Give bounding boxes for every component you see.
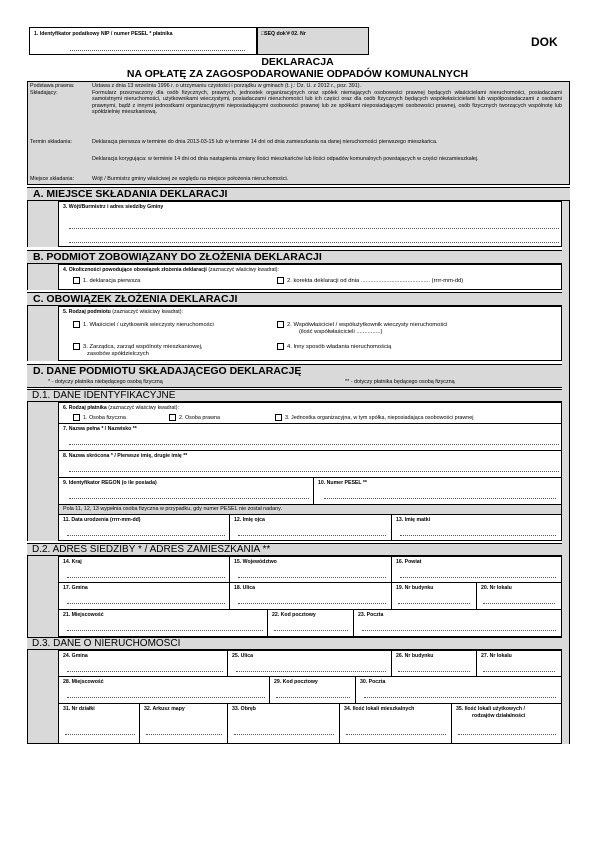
option-deklaracja-pierwsza[interactable]: 1. deklaracja pierwsza <box>73 277 140 284</box>
field-25-box[interactable] <box>228 650 392 677</box>
field-31-label: 31. Nr działki <box>63 706 95 712</box>
option-jednostka[interactable]: 3. Jednostka organizacyjna, w tym spółka, nieposiadająca osobowości prawnej <box>275 414 473 421</box>
field-5-box <box>58 306 562 361</box>
field-16-box[interactable] <box>392 556 562 583</box>
option-osoba-fizyczna[interactable]: 1. Osoba fizyczna <box>73 414 126 421</box>
field-19-label: 19. Nr budynku <box>396 585 434 591</box>
section-b-header: B. PODMIOT ZOBOWIĄZANY DO ZŁOŻENIA DEKLARACJI <box>27 250 570 264</box>
frame-left-b <box>27 264 58 290</box>
field-11-dots <box>67 535 225 536</box>
field-9-label: 9. Identyfikator REGON (o ile posiada) <box>63 480 157 486</box>
field-21-label: 21. Miejscowość <box>63 612 104 618</box>
frame-left-d3 <box>27 650 58 744</box>
field-23-label: 23. Poczta <box>358 612 384 618</box>
field-11-label: 11. Data urodzenia (rrrr-mm-dd) <box>63 517 141 523</box>
skladajacy-text: Formularz przeznaczony dla osób fizycznych, prawnych, jednostek organizacyjnych oraz spółek niemających osobowości prawnej będących właścicielami nieruchomości, posiadaczami samoistnymi nieruchomości, użytkownikami wieczystymi, posiadaczami nieruchomości lub ich części oraz dla osób fizycznych będących współwłaścicielami lub współposiadaczami z osobami prawnymi, bądź z innymi jednostkami organizacyjnymi nieposiadającymi osobowości prawnej lub ze spółkami nieposiadającymi osobowości prawnej, osób fizycznych tworzących wspólnotę lub spółdzielnię mieszkaniową. <box>92 90 562 116</box>
field-28-box[interactable] <box>58 677 270 704</box>
field-19-dots <box>398 603 470 604</box>
field-14-box[interactable] <box>58 556 230 583</box>
field-26-label: 26. Nr budynku <box>396 653 434 659</box>
title-line1: DEKLARACJA <box>261 56 334 68</box>
note-physical: ** - dotyczy płatnika będącego osobą fizyczną <box>345 379 455 385</box>
field-23-dots <box>362 630 556 631</box>
field-5-label: 5. Rodzaj podmiotu (zaznaczyć właściwy kwadrat): <box>63 309 183 315</box>
option-korekta[interactable]: 2. korekta deklaracji od dnia ........................................... (rrrr-mm-dd) <box>277 277 463 284</box>
section-c-header: C. OBOWIĄZEK ZŁOŻENIA DEKLARACJI <box>27 292 570 306</box>
field-29-dots <box>276 697 350 698</box>
field-15-box[interactable] <box>230 556 392 583</box>
field-14-dots <box>67 577 225 578</box>
section-d-header: D. DANE PODMIOTU SKŁADAJĄCEGO DEKLARACJĘ <box>27 364 570 388</box>
field-34-box[interactable] <box>340 704 452 744</box>
frame-left-c <box>27 306 58 361</box>
doc-code: DOK <box>531 35 558 49</box>
field-12-label: 12. Imię ojca <box>234 517 265 523</box>
seq-label: □SEQ dok'# 02. Nr <box>261 31 306 37</box>
field-18-box[interactable] <box>230 583 392 610</box>
title-line2: NA OPŁATĘ ZA ZAGOSPODAROWANIE ODPADÓW KOMUNALNYCH <box>126 68 469 80</box>
field-27-label: 27. Nr lokalu <box>481 653 512 659</box>
field-30-box[interactable] <box>356 677 562 704</box>
field-35-dots <box>458 734 556 735</box>
option-wlasciciel[interactable]: 1. Właściciel / użytkownik wieczysty nieruchomości <box>73 321 214 328</box>
field-16-label: 16. Powiat <box>396 559 422 565</box>
frame-left-d2 <box>27 556 58 637</box>
field-31-box[interactable] <box>58 704 140 744</box>
checkbox-icon[interactable] <box>73 321 80 328</box>
field-7-box[interactable] <box>58 424 562 451</box>
pesel-note-bar <box>58 505 562 514</box>
field-26-box[interactable] <box>392 650 477 677</box>
field-29-box[interactable] <box>270 677 356 704</box>
field-21-dots <box>67 630 263 631</box>
field-24-dots <box>67 671 223 672</box>
field-15-dots <box>238 577 386 578</box>
checkbox-icon[interactable] <box>277 321 284 328</box>
field-22-dots <box>274 630 348 631</box>
field-3-dots-2 <box>69 242 559 243</box>
field-23-box[interactable] <box>354 610 562 637</box>
checkbox-icon[interactable] <box>275 414 282 421</box>
nip-field[interactable] <box>29 27 257 55</box>
field-13-label: 13. Imię matki <box>396 517 431 523</box>
field-32-box[interactable] <box>140 704 228 744</box>
field-25-dots <box>236 671 386 672</box>
field-32-label: 32. Arkusz mapy <box>144 706 185 712</box>
field-6-label: 6. Rodzaj płatnika (zaznaczyć właściwy kwadrat): <box>63 405 179 411</box>
miejsce-key: Miejsce składania: <box>30 176 75 182</box>
field-6-box <box>58 402 562 424</box>
field-24-label: 24. Gmina <box>63 653 88 659</box>
field-17-dots <box>67 603 225 604</box>
field-30-label: 30. Poczta <box>360 679 386 685</box>
field-18-dots <box>238 603 386 604</box>
field-29-label: 29. Kod pocztowy <box>274 679 318 685</box>
nip-label: 1. Identyfikator podatkowy NIP / numer PESEL * płatnika <box>34 31 173 37</box>
frame-right <box>562 201 570 744</box>
option-zarzadca[interactable]: 3. Zarządca, zarząd wspólnoty mieszkaniowej, <box>73 343 203 350</box>
field-17-box[interactable] <box>58 583 230 610</box>
field-12-box[interactable] <box>230 514 392 541</box>
field-28-dots <box>67 697 265 698</box>
frame-left-a <box>27 201 58 247</box>
field-14-label: 14. Kraj <box>63 559 82 565</box>
checkbox-icon[interactable] <box>277 277 284 284</box>
pesel-note: Pola 11, 12, 13 wypełnia osoba fizyczna w przypadku, gdy numer PESEL nie został nadany. <box>63 506 282 512</box>
checkbox-icon[interactable] <box>277 343 284 350</box>
section-a-header: A. MIEJSCE SKŁADANIA DEKLARACJI <box>27 187 570 201</box>
field-34-label: 34. Ilość lokali mieszkalnych <box>344 706 415 712</box>
option-zarzadca-line2: zasobów spółdzielczych <box>87 351 149 357</box>
field-3-label: 3. Wójt/Burmistrz i adres siedziby Gminy <box>63 204 164 210</box>
field-21-box[interactable] <box>58 610 268 637</box>
field-15-label: 15. Województwo <box>234 559 277 565</box>
field-7-dots <box>69 444 559 445</box>
field-3-dots-1 <box>69 228 559 229</box>
field-16-dots <box>400 577 556 578</box>
field-8-dots <box>69 471 559 472</box>
field-28-label: 28. Miejscowość <box>63 679 104 685</box>
field-33-box[interactable] <box>228 704 340 744</box>
field-24-box[interactable] <box>58 650 228 677</box>
checkbox-icon[interactable] <box>73 343 80 350</box>
checkbox-icon[interactable] <box>169 414 176 421</box>
termin-key: Termin składania: <box>30 139 72 145</box>
field-22-label: 22. Kod pocztowy <box>272 612 316 618</box>
field-8-label: 8. Nazwa skrócona * / Pierwsze imię, drugie imię ** <box>63 453 188 459</box>
checkbox-icon[interactable] <box>73 414 80 421</box>
section-d2-header: D.2. ADRES SIEDZIBY * / ADRES ZAMIESZKANIA ** <box>27 543 570 556</box>
field-4-label: 4. Okoliczności powodujące obowiązek złożenia deklaracji (zaznaczyć właściwy kwadrat): <box>63 267 279 273</box>
termin-text2: Deklaracja korygująca: w terminie 14 dni od dnia nastąpienia zmiany ilości mieszkańców lub ilości odpadów komunalnych powstających w części niezamieszkałej. <box>92 156 479 162</box>
option-inny[interactable]: 4. Inny sposób władania nieruchomością <box>277 343 391 350</box>
field-7-label: 7. Nazwa pełna * / Nazwisko ** <box>63 426 137 432</box>
option-wspolwlasciciel[interactable]: 2. Współwłaściciel / współużytkownik wieczysty nieruchomości <box>277 321 447 328</box>
checkbox-icon[interactable] <box>73 277 80 284</box>
option-osoba-prawna[interactable]: 2. Osoba prawna <box>169 414 220 421</box>
option-wspolwlasciciel-count: (ilość współwłaścicieli ...............) <box>299 329 383 335</box>
skladajacy-key: Składający: <box>30 90 58 96</box>
field-17-label: 17. Gmina <box>63 585 88 591</box>
field-20-label: 20. Nr lokalu <box>481 585 512 591</box>
section-d1-header: D.1. DANE IDENTYFIKACYJNE <box>27 389 570 402</box>
field-18-label: 18. Ulica <box>234 585 256 591</box>
field-33-dots <box>234 734 334 735</box>
field-12-dots <box>238 535 386 536</box>
field-13-dots <box>400 535 556 536</box>
field-35-box[interactable] <box>452 704 562 744</box>
field-22-box[interactable] <box>268 610 354 637</box>
field-9-box[interactable] <box>58 478 314 505</box>
field-30-dots <box>364 697 556 698</box>
field-33-label: 33. Obręb <box>232 706 256 712</box>
field-8-box[interactable] <box>58 451 562 478</box>
field-10-dots <box>324 498 556 499</box>
seq-field <box>257 27 369 55</box>
field-11-box[interactable] <box>58 514 230 541</box>
podstawa-key: Podstawa prawna: <box>30 83 75 89</box>
field-35-label: 35. Ilość lokali użytkowych / <box>456 706 525 712</box>
field-10-box[interactable] <box>314 478 562 505</box>
field-20-box[interactable] <box>477 583 562 610</box>
field-31-dots <box>65 734 135 735</box>
section-d3-header: D.3. DANE O NIERUCHOMOŚCI <box>27 637 570 650</box>
field-13-box[interactable] <box>392 514 562 541</box>
field-25-label: 25. Ulica <box>232 653 254 659</box>
podstawa-text: Ustawa z dnia 13 września 1996 r. o utrzymaniu czystości i porządku w gminach (t. j.: Dz. U. z 2012 r., poz. 391). <box>92 83 362 89</box>
frame-left-d1 <box>27 402 58 541</box>
nip-dots <box>70 50 245 51</box>
termin-text1: Deklaracja pierwsza w terminie do dnia 2013-03-15 lub w terminie 14 dni od dnia zamieszkania na danej nieruchomości pierwszego mieszkańca. <box>92 139 438 145</box>
field-27-box[interactable] <box>477 650 562 677</box>
field-35-label-line2: rodzajów działalności <box>472 713 526 719</box>
field-19-box[interactable] <box>392 583 477 610</box>
field-26-dots <box>398 671 470 672</box>
field-4-box <box>58 264 562 290</box>
field-20-dots <box>483 603 555 604</box>
field-9-dots <box>69 498 309 499</box>
field-3-box[interactable] <box>58 201 562 247</box>
field-34-dots <box>346 734 446 735</box>
field-27-dots <box>483 671 555 672</box>
miejsce-text: Wójt / Burmistrz gminy właściwej ze względu na miejsce położenia nieruchomości. <box>92 176 289 182</box>
field-10-label: 10. Numer PESEL ** <box>318 480 367 486</box>
note-non-physical: * - dotyczy płatnika niebędącego osobą fizyczną <box>48 379 163 385</box>
field-32-dots <box>146 734 222 735</box>
